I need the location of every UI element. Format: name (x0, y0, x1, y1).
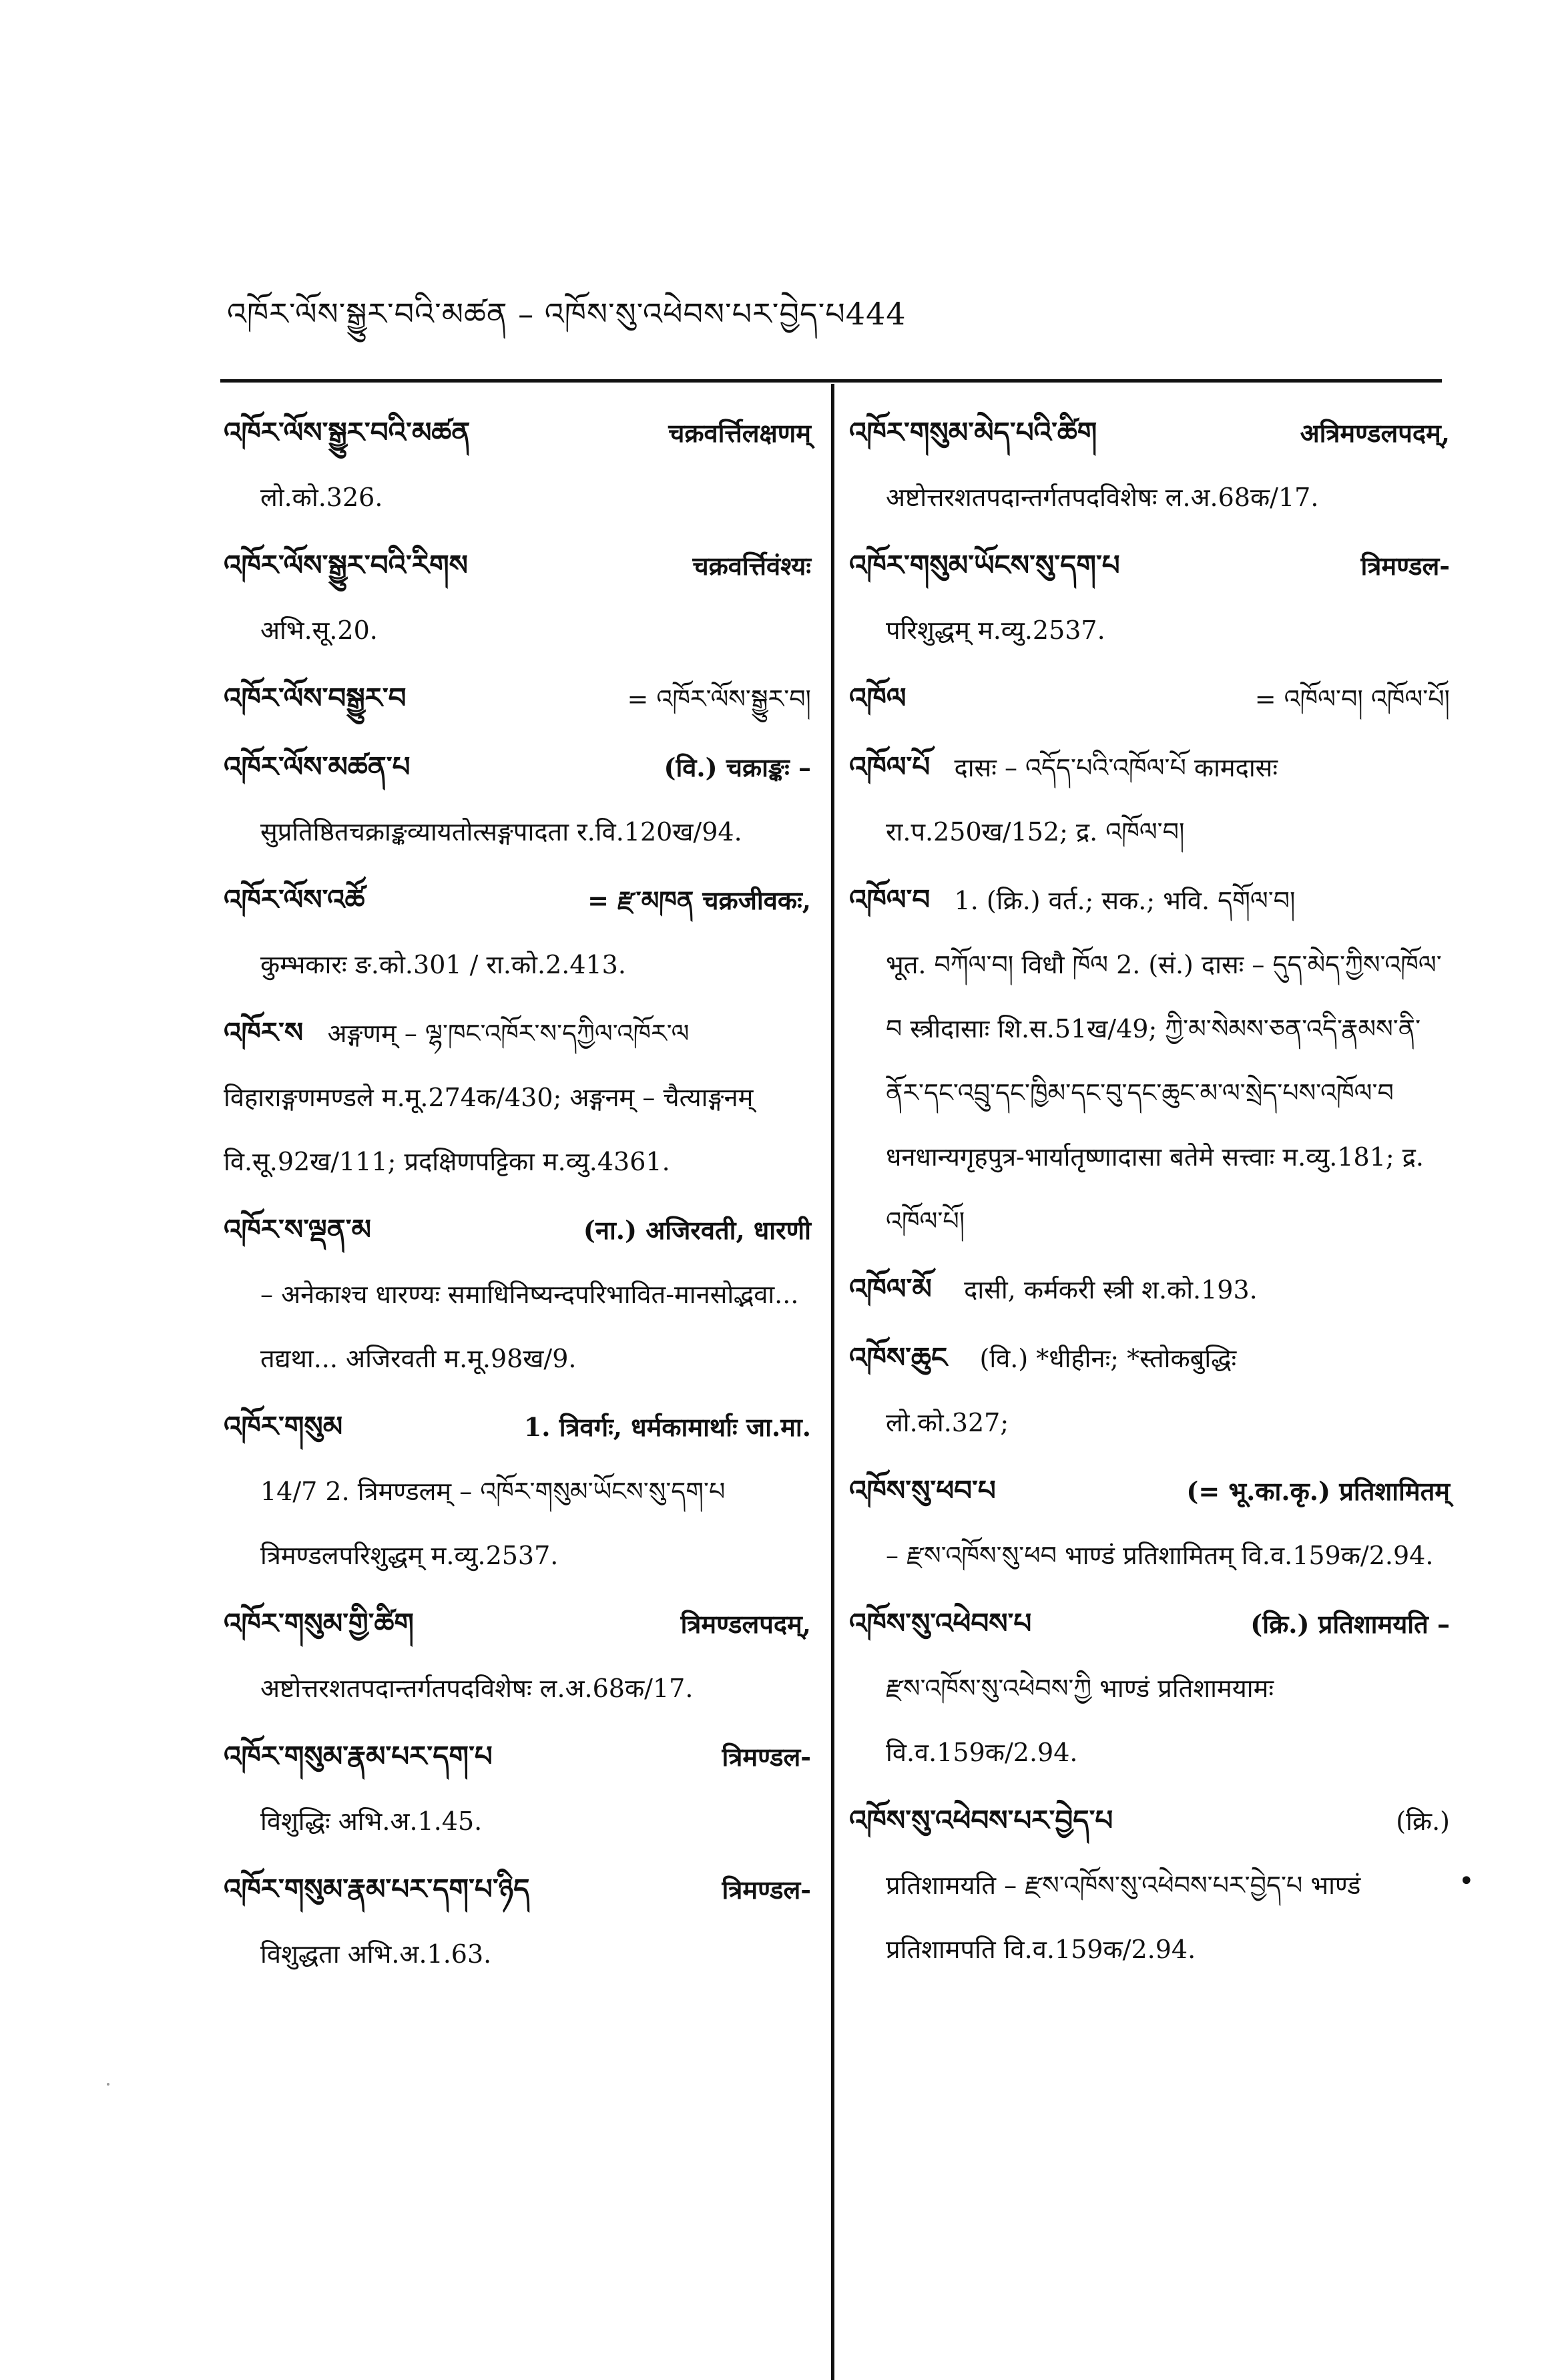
dictionary-entry (224, 1592, 811, 1720)
dictionary-entry (224, 1724, 811, 1853)
headword: འཁོལ་མོ (849, 1272, 932, 1305)
equivalent: (क्रि.) प्रतिशामयति – (1250, 1609, 1450, 1639)
equivalent: = འཁོལ་བ། འཁོལ་པོ། (1254, 684, 1450, 714)
equivalent: (क्रि.) (1396, 1807, 1450, 1836)
headword: འཁོར་ལོས་བསྒྱུར་བ (224, 682, 407, 714)
entry-body: विशुद्धिः अभि.अ.1.45. (260, 1807, 483, 1836)
equivalent: (= भू.का.कृ.) प्रतिशामितम् (1186, 1476, 1450, 1506)
headword: འཁོར་གསུམ་རྣམ་པར་དག་པ་ཉིད (224, 1873, 530, 1905)
dictionary-entry (849, 401, 1450, 529)
entry-body: རྫས་འཁོས་སུ་འཕེབས་ཀྱི भाण्डं प्रतिशामयामः वि.व.159क/2.94. (886, 1674, 1274, 1767)
entry-body: परिशुद्धम् म.व्यु.2537. (886, 616, 1105, 645)
left-column (224, 401, 811, 1990)
dictionary-entry (849, 666, 1450, 731)
dictionary-entry (849, 1459, 1450, 1588)
dictionary-entry (849, 1592, 1450, 1784)
headword: འཁོར་ས་ལྡན་མ (224, 1213, 372, 1246)
entry-body: कुम्भकारः ङ.को.301 / रा.को.2.413. (260, 950, 626, 979)
scan-speck (107, 2083, 109, 2086)
equivalent: (ना.) अजिरवती, धारणी (583, 1215, 811, 1245)
headword: འཁོར་ལོས་སྒྱུར་བའི་མཚན (224, 416, 471, 449)
entry-body: अष्टोत्तरशतपदान्तर्गतपदविशेषः ल.अ.68क/17. (886, 483, 1319, 512)
equivalent: = རྫ་མཁན चक्रजीवकः, (587, 885, 811, 915)
headword: འཁོལ (849, 682, 907, 714)
equivalent: चक्रवर्त्तिलक्षणम् (668, 418, 811, 448)
dictionary-entry (849, 1789, 1450, 1981)
headword: འཁོར་ལོས་མཚན་པ (224, 750, 411, 783)
equivalent: (वि.) *धीहीनः; *स्तोकबुद्धिः (979, 1344, 1237, 1373)
dictionary-entry (224, 1857, 811, 1986)
entry-body: रा.प.250ख/152; द्र. འཁོལ་བ། (886, 817, 1185, 847)
headword: འཁོར་གསུམ (224, 1410, 343, 1443)
entry-body: – अनेकाश्च धारण्यः समाधिनिष्यन्दपरिभावित-मानसोद्भवा... तद्यथा... अजिरवती म.मू.98ख/9. (260, 1280, 799, 1373)
headword: འཁོལ་བ (849, 883, 931, 916)
equivalent: = འཁོར་ལོས་སྒྱུར་བ། (627, 684, 811, 714)
entry-body: अष्टोत्तरशतपदान्तर्गतपदविशेषः ल.अ.68क/17. (260, 1674, 694, 1703)
headword: འཁོར་གསུམ་མེད་པའི་ཚིག (849, 416, 1097, 449)
margin-bullet-icon: • (1459, 1866, 1475, 1897)
entry-body: लो.को.326. (260, 483, 383, 512)
dictionary-entry (849, 1257, 1450, 1322)
dictionary-entry (849, 735, 1450, 864)
column-divider (831, 384, 834, 2380)
entry-body: प्रतिशामयति – རྫས་འཁོས་སུ་འཕེབས་པར་བྱེད་པ भाण्डं प्रतिशामपति वि.व.159क/2.94. (886, 1871, 1361, 1964)
equivalent: त्रिमण्डल- (1360, 551, 1450, 581)
equivalent: त्रिमण्डल- (722, 1742, 811, 1772)
headword: འཁོས་ཆུང (849, 1341, 948, 1374)
entry-body: लो.को.327; (886, 1408, 1009, 1437)
equivalent: त्रिमण्डल- (722, 1875, 811, 1905)
equivalent: (वि.) चक्राङ्कः – (664, 752, 811, 782)
dictionary-entry (224, 666, 811, 731)
headword: འཁོར་གསུམ་རྣམ་པར་དག་པ (224, 1740, 493, 1772)
equivalent: दासी, कर्मकरी स्त्री श.को.193. (964, 1275, 1258, 1304)
dictionary-entry (224, 1395, 811, 1588)
dictionary-entry (224, 401, 811, 529)
header-rule (220, 379, 1442, 383)
dictionary-entry (224, 868, 811, 997)
dictionary-entry (849, 533, 1450, 662)
headword: འཁོར་ལོས་འཚོ (224, 883, 365, 916)
equivalent: 1. (क्रि.) वर्त.; सक.; भवि. དགོལ་བ། (954, 886, 1296, 915)
page-header: འཁོར་ལོས་སྒྱུར་བའི་མཚན – འཁོས་སུ་འཕེབས་པར་བྱེད་པ444 (227, 296, 907, 332)
entry-body: अङ्गणम् – ལྷ་ཁང་འཁོར་ས་དཀྱིལ་འཁོར་ལ विहाराङ्गणमण्डले म.मू.274क/430; अङ्गनम् – चैत्याङ्गनम् वि.सू.92ख/111; प्रदक्षिणपट्टिका म.व्यु.4361. (224, 1019, 754, 1176)
headword: འཁོར་ས (224, 1016, 304, 1049)
entry-body: विशुद्धता अभि.अ.1.63. (260, 1939, 492, 1969)
equivalent: 1. त्रिवर्गः, धर्मकामार्थाः जा.मा. (523, 1412, 811, 1442)
equivalent: अत्रिमण्डलपदम्, (1300, 418, 1450, 448)
entry-body: भूत. བཀོལ་བ། विधौ ཁོལ 2. (सं.) दासः – དུད་མེད་ཀྱིས་འཁོལ་བ स्त्रीदासाः शि.स.51ख/49; ཀྱི་མ་སེམས་ཅན་འདི་རྣམས་ནི་ནོར་དང་འབྲུ་དང་ཁྱིམ་དང་བུ་དང་ཆུང་མ་ལ་སྲེད་པས་འཁོལ་བ धनधान्यगृहपुत्र-भार्यातृष्णादासा बतेमे सत्त्वाः म.व्यु.181; द्र. འཁོལ་པོ། (886, 950, 1442, 1236)
dictionary-entry (224, 1198, 811, 1391)
headword: འཁོར་གསུམ་གྱི་ཚིག (224, 1607, 414, 1640)
equivalent: चक्रवर्त्तिवंश्यः (692, 551, 811, 581)
headword: འཁོས་སུ་འཕེབས་པ (849, 1607, 1032, 1640)
dictionary-entry (224, 1001, 811, 1194)
dictionary-entry (849, 868, 1450, 1253)
equivalent: त्रिमण्डलपदम्, (680, 1609, 811, 1639)
dictionary-entry (849, 1326, 1450, 1455)
entry-body: अभि.सू.20. (260, 616, 378, 645)
headword: འཁོས་སུ་ཕབ་པ (849, 1474, 996, 1507)
dictionary-entry (224, 735, 811, 864)
equivalent: दासः – འདོད་པའི་འཁོལ་པོ कामदासः (954, 753, 1278, 782)
headword: འཁོལ་པོ (849, 750, 931, 783)
entry-body: 14/7 2. त्रिमण्डलम् – འཁོར་གསུམ་ཡོངས་སུ་དག་པ त्रिमण्डलपरिशुद्धम् म.व्यु.2537. (260, 1477, 726, 1570)
headword: འཁོར་ལོས་སྒྱུར་བའི་རིགས (224, 549, 469, 581)
entry-body: सुप्रतिष्ठितचक्राङ्कव्यायतोत्सङ्गपादता र.वि.120ख/94. (260, 817, 742, 847)
headword: འཁོར་གསུམ་ཡོངས་སུ་དག་པ (849, 549, 1120, 581)
dictionary-entry (224, 533, 811, 662)
right-column (849, 401, 1450, 1985)
headword: འཁོས་སུ་འཕེབས་པར་བྱེད་པ (849, 1804, 1113, 1837)
entry-body: – རྫས་འཁོས་སུ་ཕབ भाण्डं प्रतिशामितम् वि.व.159क/2.94. (886, 1541, 1434, 1570)
